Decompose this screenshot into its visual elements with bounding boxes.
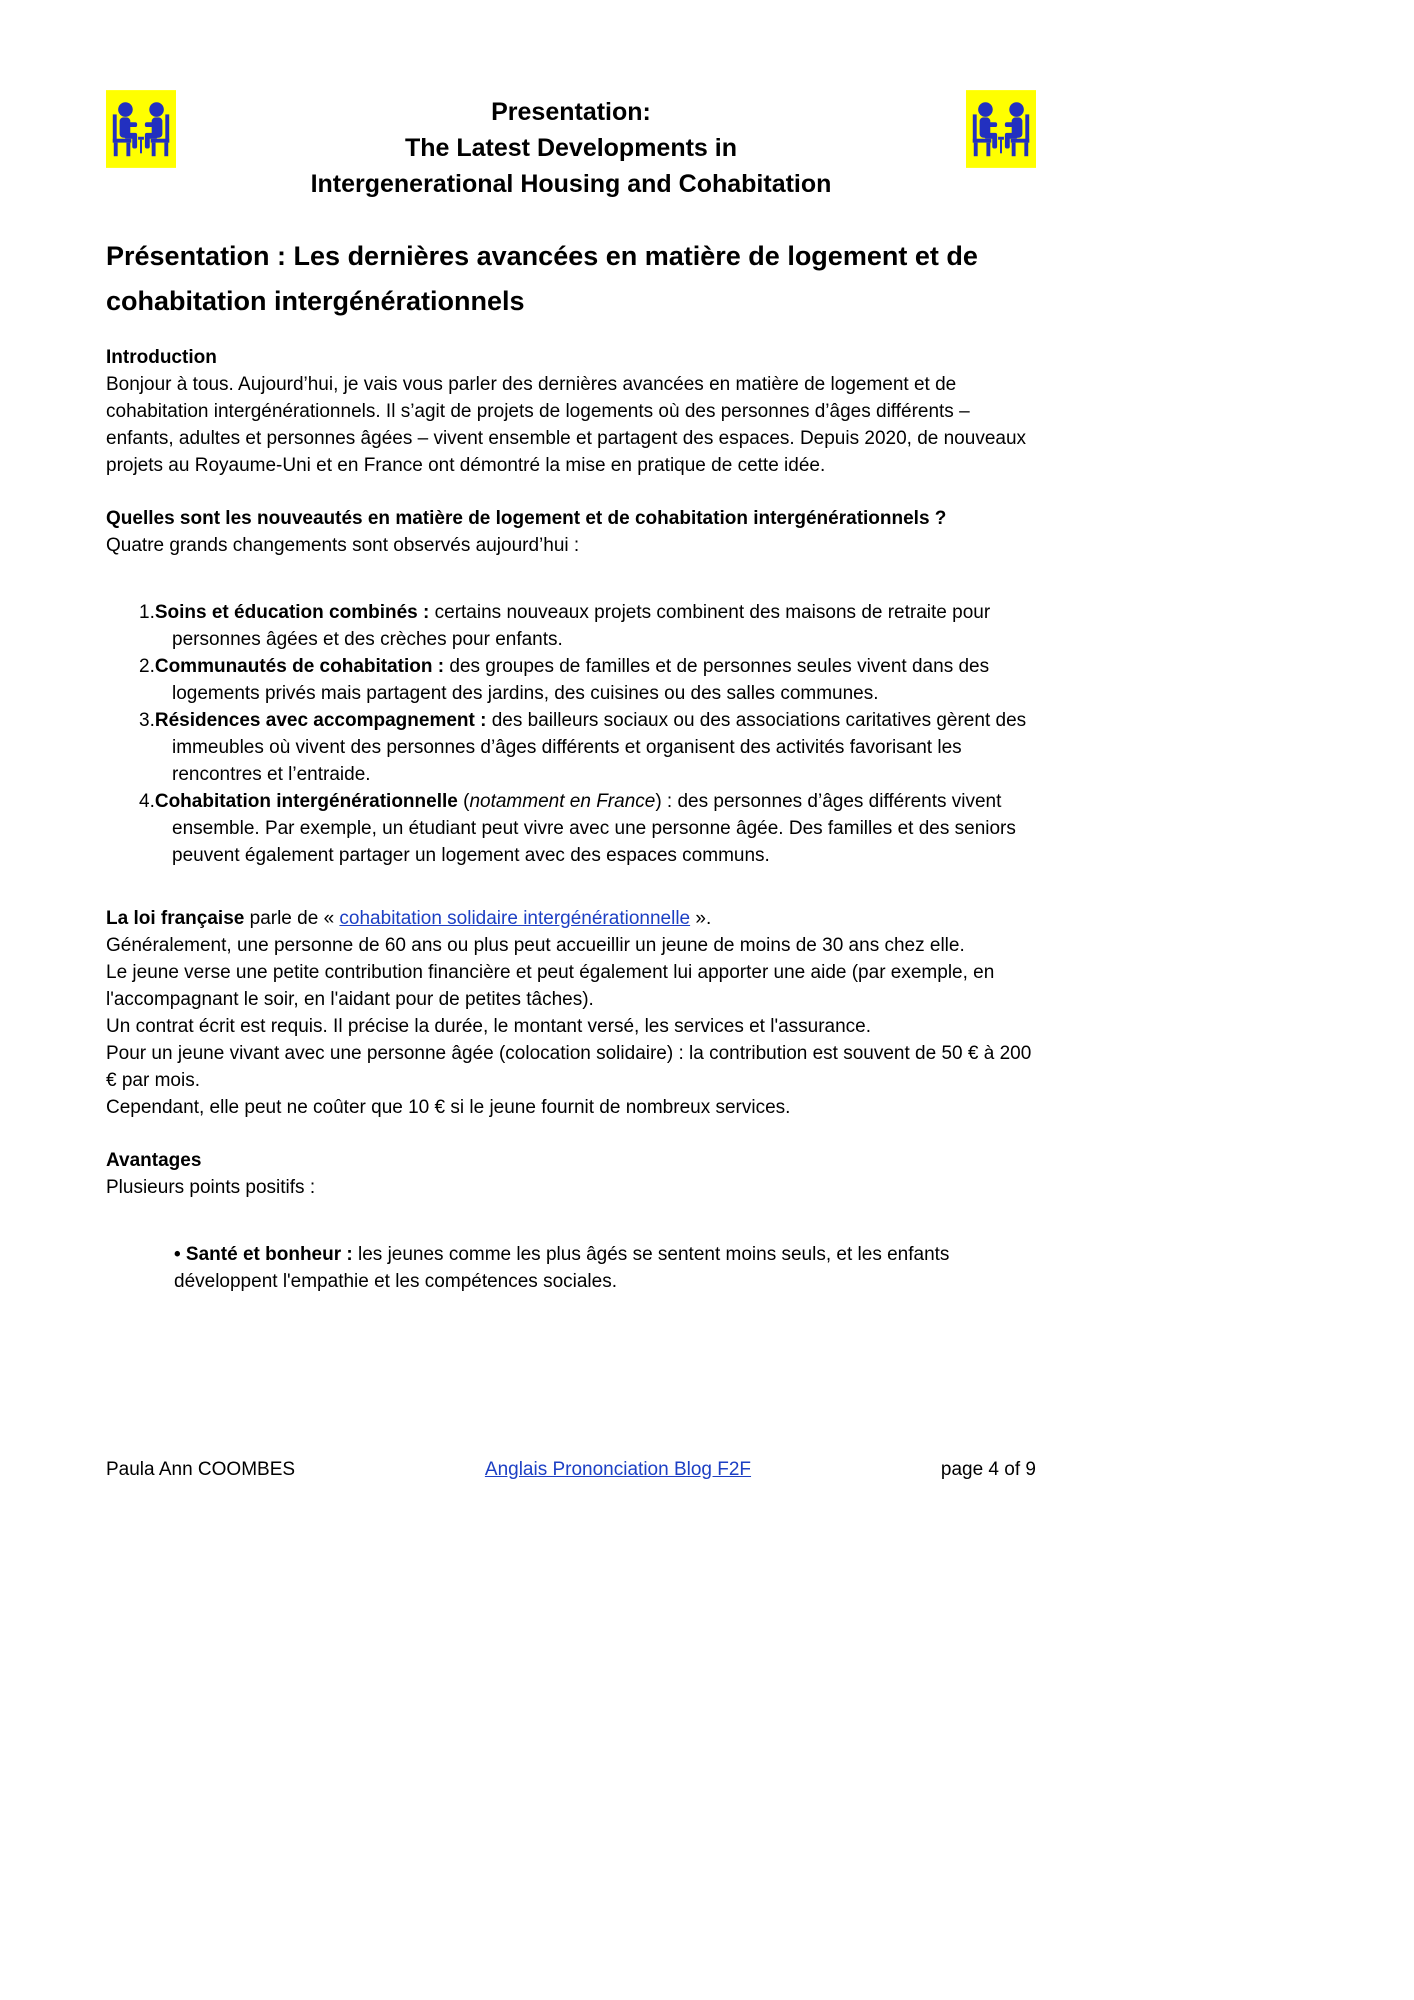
- people-meeting-icon-right: [966, 90, 1036, 168]
- list-item-1: [106, 599, 1036, 653]
- item-italic-text: notamment en France: [469, 791, 656, 812]
- law-intro-line: [106, 905, 1036, 932]
- item-number: 4.: [139, 791, 155, 812]
- changes-numbered-list: [106, 599, 1036, 869]
- footer-blog-link[interactable]: Anglais Prononciation Blog F2F: [484, 1459, 752, 1480]
- law-line-2: Le jeune verse une petite contribution financière et peut également lui apporter une aide (par exemple, en l'accompagnant le soir, en l'aidant pour de petites tâches).: [106, 962, 995, 1010]
- item-text: des groupes de familles et de personnes seules vivent dans des logements privés mais partagent des jardins, des cuisines ou des salles communes.: [172, 656, 990, 704]
- novelties-question-heading: Quelles sont les nouveautés en matière de logement et de cohabitation intergénérationnels ?: [106, 508, 947, 529]
- law-text-before-link: parle de «: [244, 908, 340, 929]
- advantage-bullet-1: [106, 1241, 1036, 1295]
- item-number: 2.: [139, 656, 155, 677]
- item-bold-label: Soins et éducation combinés :: [154, 602, 430, 623]
- advantages-heading: Avantages: [106, 1150, 202, 1171]
- item-number: 1.: [139, 602, 155, 623]
- law-line-3: Un contrat écrit est requis. Il précise la durée, le montant versé, les services et l'assurance.: [106, 1016, 872, 1037]
- item-text: des bailleurs sociaux ou des associations caritatives gèrent des immeubles où vivent des personnes d’âges différents et organisent des activités favorisant les rencontres et l’entraide.: [172, 710, 1027, 785]
- law-line-4: Pour un jeune vivant avec une personne âgée (colocation solidaire) : la contribution est souvent de 50 € à 200 € par mois.: [106, 1043, 1032, 1091]
- advantages-section: [106, 1147, 1036, 1295]
- title-line-2: The Latest Developments in: [404, 134, 738, 162]
- document-title: [176, 90, 966, 202]
- bullet-bold-label: • Santé et bonheur :: [174, 1244, 353, 1265]
- item-number: 3.: [139, 710, 155, 731]
- law-bold-label: La loi française: [106, 908, 245, 929]
- list-item-3: [106, 707, 1036, 788]
- bullet-text: les jeunes comme les plus âgés se sentent moins seuls, et les enfants développent l'empathie et les compétences sociales.: [174, 1244, 950, 1292]
- cohabitation-law-link[interactable]: cohabitation solidaire intergénérationnelle: [339, 908, 691, 929]
- item-bold-label: Résidences avec accompagnement :: [154, 710, 487, 731]
- introduction-heading: Introduction: [106, 347, 217, 368]
- people-meeting-icon-left: [106, 90, 176, 168]
- page-footer: [106, 1456, 1036, 1483]
- law-line-5: Cependant, elle peut ne coûter que 10 € si le jeune fournit de nombreux services.: [106, 1097, 791, 1118]
- title-line-1: Presentation:: [491, 98, 651, 126]
- item-text-pre-italic: (: [457, 791, 470, 812]
- advantages-lead: Plusieurs points positifs :: [106, 1177, 316, 1198]
- law-text-after-link: ».: [690, 908, 712, 929]
- item-bold-label: Communautés de cohabitation :: [154, 656, 445, 677]
- list-item-2: [106, 653, 1036, 707]
- document-header: [106, 90, 1036, 202]
- item-bold-label: Cohabitation intergénérationnelle: [154, 791, 458, 812]
- law-line-1: Généralement, une personne de 60 ans ou plus peut accueillir un jeune de moins de 30 ans chez elle.: [106, 935, 965, 956]
- list-item-4: [106, 788, 1036, 869]
- footer-page-number: page 4 of 9: [940, 1459, 1036, 1480]
- item-text: ) : des personnes d’âges différents vivent ensemble. Par exemple, un étudiant peut vivre avec une personne âgée. Des familles et des seniors peuvent également partager un logement avec des espaces communs.: [172, 791, 1016, 866]
- item-text: certains nouveaux projets combinent des maisons de retraite pour personnes âgées et des crèches pour enfants.: [172, 602, 991, 650]
- novelties-lead: Quatre grands changements sont observés aujourd’hui :: [106, 535, 580, 556]
- title-line-3: Intergenerational Housing and Cohabitation: [310, 170, 832, 198]
- footer-author: Paula Ann COOMBES: [106, 1459, 296, 1480]
- introduction-paragraph: Bonjour à tous. Aujourd’hui, je vais vous parler des dernières avancées en matière de logement et de cohabitation intergénérationnels. Il s’agit de projets de logements où des personnes d’âges différents – enfants, adultes et personnes âgées – vivent ensemble et partagent des espaces. Depuis 2020, de nouveaux projets au Royaume-Uni et en France ont démontré la mise en pratique de cette idée.: [106, 374, 1027, 476]
- french-page-title: Présentation : Les dernières avancées en matière de logement et de cohabitation intergénérationnels: [106, 241, 978, 316]
- french-law-section: [106, 905, 1036, 1121]
